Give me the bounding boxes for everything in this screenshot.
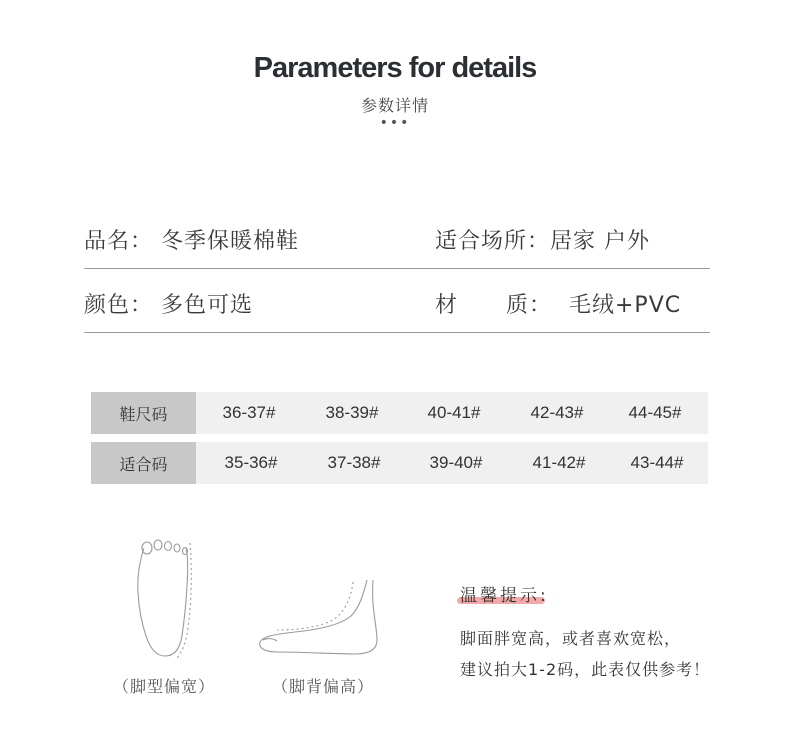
size-cell: 44-45# — [628, 403, 682, 422]
spec-divider-1 — [84, 268, 710, 269]
size-row-header: 鞋尺码 — [91, 392, 196, 434]
size-cell: 35-36# — [224, 453, 278, 472]
tip-title: 温馨提示: — [460, 586, 549, 606]
suitable-place: 适合场所：居家 户外 — [435, 229, 650, 254]
size-cell: 40-41# — [427, 403, 481, 422]
page-subtitle: 参数详情 — [360, 96, 429, 115]
size-cell: 36-37# — [222, 403, 276, 422]
spec-row-2 — [84, 288, 710, 338]
size-row-shoe — [91, 392, 708, 434]
size-cell: 39-40# — [429, 453, 483, 472]
size-cell: 37-38# — [327, 453, 381, 472]
size-row-fit — [91, 442, 708, 484]
tip-line-2: 建议拍大1-2码，此表仅供参考！ — [460, 660, 711, 679]
title-dots: ••• — [379, 115, 411, 131]
size-row-header: 适合码 — [91, 442, 196, 484]
wide-foot-caption: （脚型偏宽） — [113, 677, 216, 696]
size-cell: 43-44# — [630, 453, 684, 472]
page-title: Parameters for details — [253, 52, 537, 84]
size-cell: 41-42# — [532, 453, 586, 472]
size-cell: 38-39# — [325, 403, 379, 422]
spec-divider-2 — [84, 332, 710, 333]
tip-line-1: 脚面胖宽高，或者喜欢宽松， — [460, 629, 682, 648]
color-option: 颜色： 多色可选 — [84, 293, 253, 318]
wide-foot-illustration — [118, 538, 208, 663]
product-name: 品名： 冬季保暖棉鞋 — [84, 229, 299, 254]
high-instep-caption: （脚背偏高） — [272, 677, 375, 696]
spec-row-1 — [84, 224, 710, 274]
material-value: 毛绒+PVC — [569, 293, 682, 318]
material-label: 材 质： — [435, 293, 552, 318]
size-cell: 42-43# — [530, 403, 584, 422]
high-instep-illustration — [255, 578, 385, 663]
